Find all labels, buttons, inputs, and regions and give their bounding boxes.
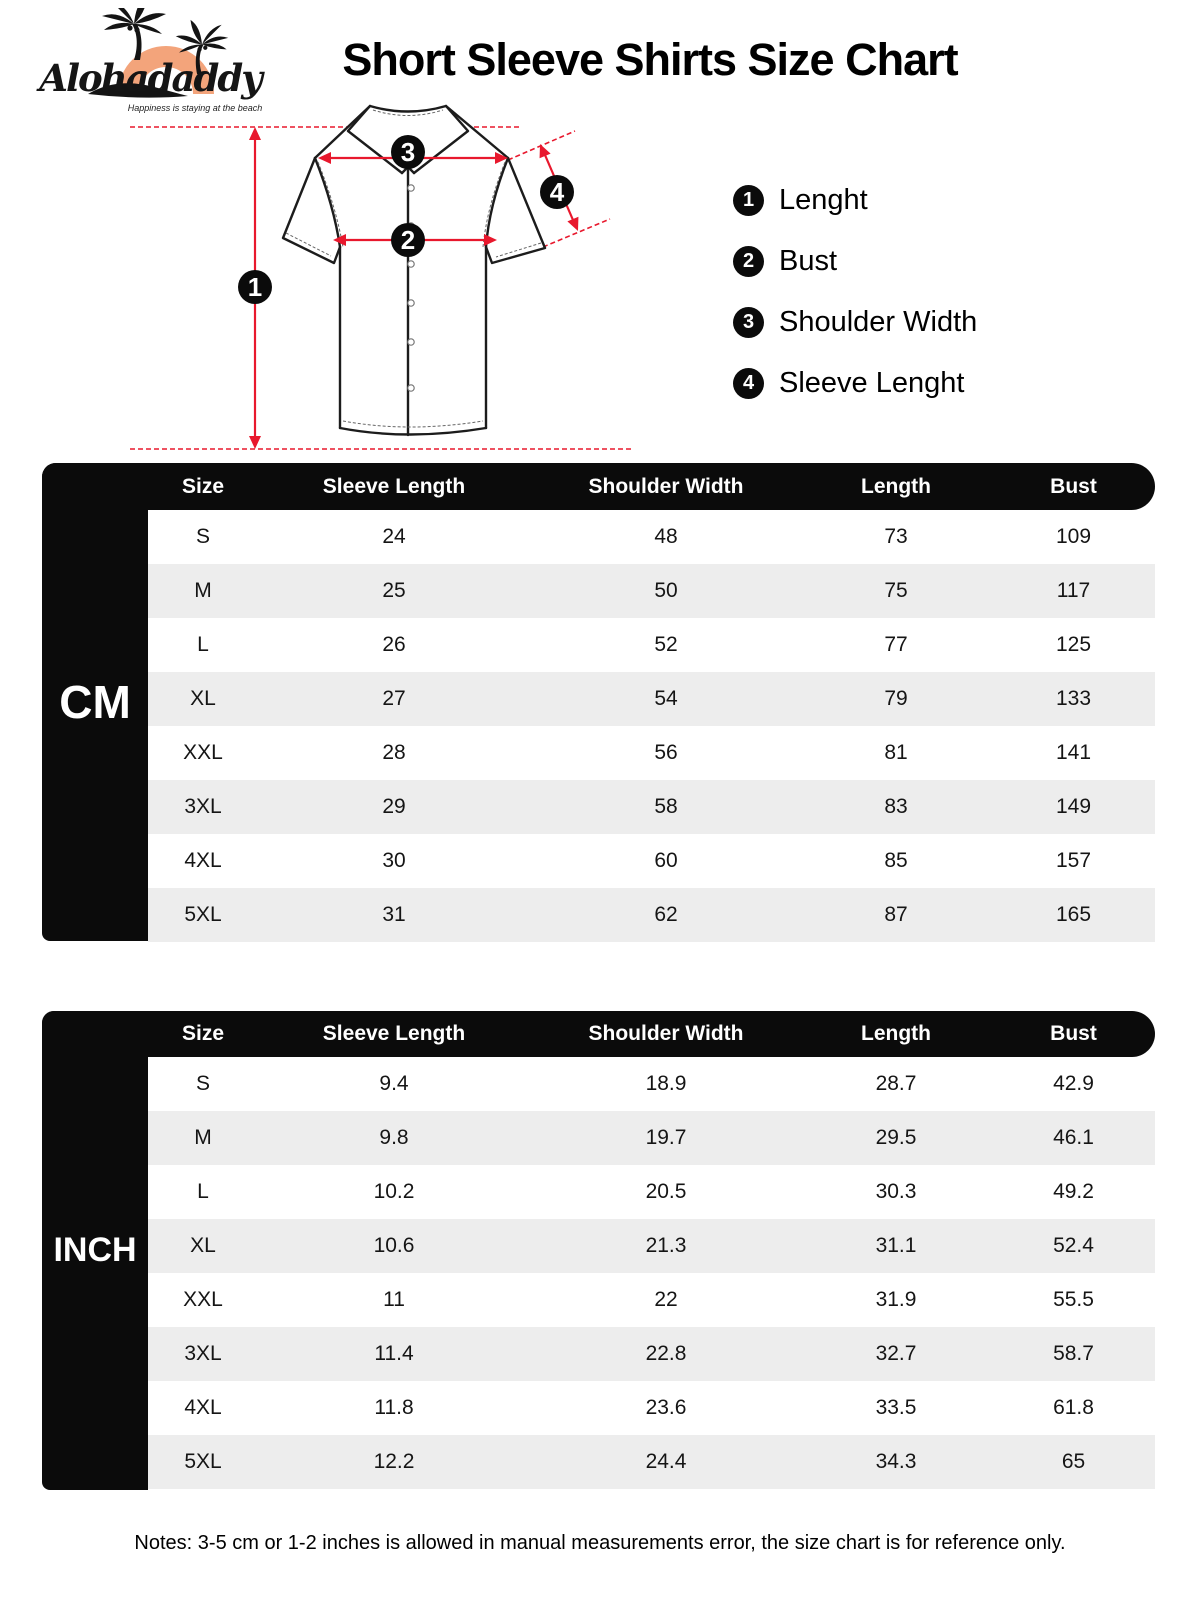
bust-cell: 117 <box>1056 579 1091 602</box>
inch-header-shoulder-width: Shoulder Width <box>588 1022 744 1045</box>
size-cell: M <box>194 579 212 602</box>
length-cell: 85 <box>884 849 908 872</box>
legend-badge-4: 4 <box>733 368 764 399</box>
shoulder-cell: 50 <box>654 579 678 602</box>
size-cell: S <box>195 525 210 548</box>
table-row <box>148 618 1155 672</box>
length-cell: 87 <box>884 903 908 926</box>
sleeve-cell: 24 <box>382 525 406 548</box>
inch-table-rows <box>148 1057 1155 1489</box>
badge-3: 3 <box>400 137 416 167</box>
legend-label: Bust <box>779 244 838 277</box>
size-cell: 3XL <box>184 1342 222 1365</box>
notes-text: Notes: 3-5 cm or 1-2 inches is allowed in manual measurements error, the size chart is for reference only. <box>134 1532 1066 1554</box>
sleeve-cell: 31 <box>382 903 406 926</box>
legend-label: Lenght <box>779 183 868 216</box>
sleeve-cell: 12.2 <box>373 1450 415 1473</box>
cm-header-sleeve-length: Sleeve Length <box>322 474 466 498</box>
length-cell: 83 <box>884 795 908 818</box>
table-row <box>148 564 1155 618</box>
page-title: Short Sleeve Shirts Size Chart <box>342 34 958 85</box>
size-cell: XL <box>190 687 216 710</box>
size-cell: 5XL <box>184 1450 222 1473</box>
sleeve-cell: 11.4 <box>374 1342 414 1365</box>
size-cell: XL <box>190 1234 216 1257</box>
table-row <box>148 780 1155 834</box>
table-row <box>148 1219 1155 1273</box>
length-cell: 77 <box>884 633 908 656</box>
inch-table-header <box>42 1011 1155 1057</box>
size-cell: 5XL <box>184 903 222 926</box>
bust-cell: 157 <box>1055 849 1092 872</box>
bust-cell: 52.4 <box>1053 1234 1094 1257</box>
legend-item-bust <box>733 243 977 279</box>
shirt-measurement-diagram <box>115 95 645 457</box>
size-cell: L <box>197 633 209 656</box>
table-row <box>148 1273 1155 1327</box>
legend-badge-1: 1 <box>733 185 764 216</box>
bust-cell: 46.1 <box>1053 1126 1094 1149</box>
sleeve-cell: 11 <box>383 1288 405 1311</box>
inch-header-bust: Bust <box>1050 1022 1097 1045</box>
length-cell: 31.1 <box>875 1234 917 1257</box>
sleeve-cell: 28 <box>382 741 406 764</box>
bust-cell: 109 <box>1055 525 1092 548</box>
length-cell: 81 <box>884 741 908 764</box>
legend-badge-3: 3 <box>733 307 764 338</box>
bust-cell: 49.2 <box>1053 1180 1094 1203</box>
badge-4: 4 <box>549 177 565 207</box>
sleeve-cell: 30 <box>382 849 406 872</box>
table-row <box>148 1111 1155 1165</box>
length-cell: 73 <box>884 525 908 548</box>
brand-tagline: Happiness is staying at the beach <box>127 103 263 113</box>
legend-item-shoulder-width <box>733 304 977 340</box>
bust-cell: 125 <box>1055 633 1092 656</box>
bust-cell: 65 <box>1061 1450 1086 1473</box>
bust-cell: 61.8 <box>1053 1396 1094 1419</box>
size-cell: 4XL <box>184 849 222 872</box>
table-row <box>148 510 1155 564</box>
table-row <box>148 1057 1155 1111</box>
legend-item-sleeve-length <box>733 365 977 401</box>
bust-cell: 42.9 <box>1053 1072 1094 1095</box>
inch-header-sleeve-length: Sleeve Length <box>322 1022 466 1045</box>
shoulder-cell: 21.3 <box>645 1234 687 1257</box>
shoulder-cell: 60 <box>654 849 678 872</box>
sleeve-cell: 10.6 <box>373 1234 415 1257</box>
table-row <box>148 888 1155 942</box>
size-cell: L <box>197 1180 209 1203</box>
shoulder-cell: 52 <box>654 633 678 656</box>
shoulder-cell: 54 <box>654 687 678 710</box>
brand-name: Alohadaddy <box>39 56 261 100</box>
table-row <box>148 672 1155 726</box>
cm-table-rows <box>148 510 1155 942</box>
sleeve-cell: 10.2 <box>373 1180 415 1203</box>
bust-cell: 58.7 <box>1053 1342 1094 1365</box>
cm-table-header <box>42 463 1155 510</box>
sleeve-cell: 11.8 <box>374 1396 414 1419</box>
shoulder-cell: 58 <box>654 795 678 818</box>
legend-label: Sleeve Lenght <box>779 366 965 399</box>
length-cell: 32.7 <box>875 1342 917 1365</box>
legend-item-length <box>733 182 977 218</box>
sleeve-cell: 27 <box>382 687 406 710</box>
table-row <box>148 1165 1155 1219</box>
shoulder-cell: 22.8 <box>645 1342 687 1365</box>
length-cell: 30.3 <box>875 1180 917 1203</box>
cm-unit-label: CM <box>42 463 148 941</box>
bust-cell: 141 <box>1055 741 1092 764</box>
sleeve-cell: 9.4 <box>379 1072 409 1095</box>
shoulder-cell: 48 <box>654 525 678 548</box>
shoulder-cell: 56 <box>654 741 678 764</box>
legend-label: Shoulder Width <box>779 305 978 338</box>
length-cell: 34.3 <box>875 1450 917 1473</box>
table-row <box>148 726 1155 780</box>
cm-header-shoulder-width: Shoulder Width <box>588 474 744 498</box>
measurement-legend <box>733 182 977 426</box>
sleeve-cell: 9.8 <box>379 1126 409 1149</box>
shoulder-cell: 19.7 <box>645 1126 687 1149</box>
size-cell: XXL <box>183 1288 223 1311</box>
shoulder-cell: 18.9 <box>645 1072 687 1095</box>
sleeve-cell: 25 <box>382 579 406 602</box>
shoulder-cell: 23.6 <box>645 1396 687 1419</box>
shoulder-cell: 20.5 <box>645 1180 687 1203</box>
cm-header-size: Size <box>181 474 225 498</box>
size-cell: XXL <box>183 741 223 764</box>
badge-2: 2 <box>400 225 416 255</box>
table-row <box>148 834 1155 888</box>
cm-header-bust: Bust <box>1050 474 1097 498</box>
inch-header-length: Length <box>861 1022 931 1045</box>
size-cell: 3XL <box>184 795 222 818</box>
length-cell: 29.5 <box>875 1126 917 1149</box>
size-cell: S <box>195 1072 210 1095</box>
size-cell: M <box>194 1126 212 1149</box>
length-cell: 79 <box>884 687 908 710</box>
length-cell: 28.7 <box>875 1072 917 1095</box>
shoulder-cell: 24.4 <box>645 1450 687 1473</box>
bust-cell: 149 <box>1055 795 1092 818</box>
length-cell: 75 <box>884 579 908 602</box>
table-row <box>148 1435 1155 1489</box>
length-cell: 33.5 <box>875 1396 917 1419</box>
bust-cell: 55.5 <box>1053 1288 1094 1311</box>
shoulder-cell: 22 <box>654 1288 678 1311</box>
badge-1: 1 <box>247 272 263 302</box>
cm-header-length: Length <box>861 474 931 498</box>
length-cell: 31.9 <box>875 1288 917 1311</box>
table-row <box>148 1381 1155 1435</box>
sleeve-cell: 29 <box>382 795 406 818</box>
size-cell: 4XL <box>184 1396 222 1419</box>
inch-unit-label: INCH <box>42 1011 148 1490</box>
shoulder-cell: 62 <box>654 903 678 926</box>
inch-header-size: Size <box>181 1022 225 1045</box>
table-row <box>148 1327 1155 1381</box>
sleeve-cell: 26 <box>382 633 406 656</box>
bust-cell: 133 <box>1055 687 1092 710</box>
legend-badge-2: 2 <box>733 246 764 277</box>
bust-cell: 165 <box>1055 903 1092 926</box>
